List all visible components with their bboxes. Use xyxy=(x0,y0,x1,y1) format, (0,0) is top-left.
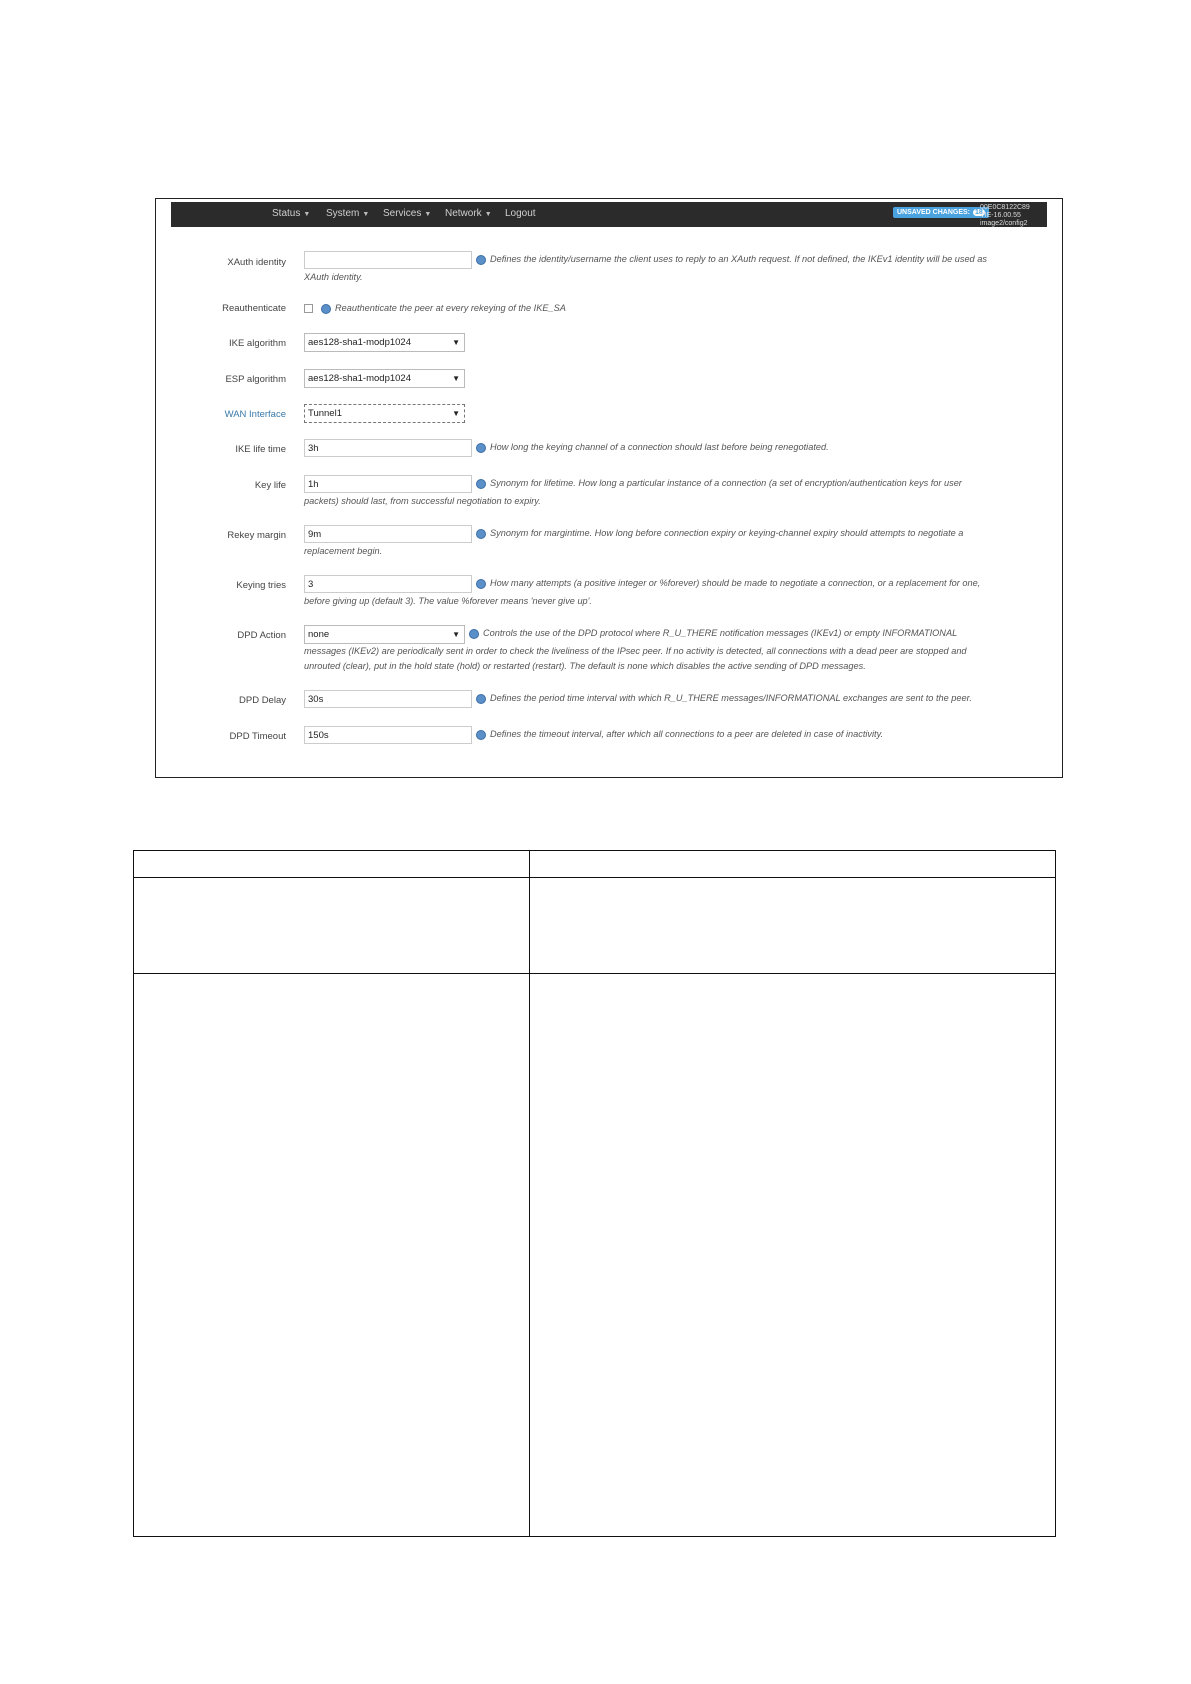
device-info xyxy=(980,204,1030,228)
config-name: image2/config2 xyxy=(980,220,1028,227)
keying-tries-label: Keying tries xyxy=(236,580,286,591)
key-life-help: Synonym for lifetime. How long a particular instance of a connection (a set of encryption/authentication keys for user xyxy=(476,474,1056,492)
firmware-version: VIE-16.00.55 xyxy=(980,212,1021,219)
xauth-identity-help-cont: XAuth identity. xyxy=(304,272,363,282)
table-header-divider xyxy=(134,877,1055,878)
xauth-identity-label: XAuth identity xyxy=(227,257,286,268)
top-navbar xyxy=(171,202,1047,227)
nav-services[interactable]: Services ▼ xyxy=(383,208,432,219)
dropdown-arrow-icon: ▼ xyxy=(452,338,460,347)
info-icon xyxy=(476,730,486,740)
dropdown-arrow-icon: ▼ xyxy=(452,374,460,383)
table-column-divider xyxy=(529,851,530,1536)
ike-life-time-label: IKE life time xyxy=(235,444,286,455)
key-life-help-cont: packets) should last, from successful negotiation to expiry. xyxy=(304,496,541,506)
nav-system[interactable]: System ▼ xyxy=(326,208,370,219)
caret-down-icon: ▼ xyxy=(303,211,311,218)
unsaved-changes-badge[interactable]: UNSAVED CHANGES: 18 xyxy=(893,207,989,218)
unsaved-count: 18 xyxy=(975,209,983,216)
keying-tries-help: How many attempts (a positive integer or %forever) should be made to negotiate a connection, or a replacement for one, xyxy=(476,574,1056,592)
caret-down-icon: ▼ xyxy=(484,211,492,218)
dpd-action-select[interactable]: none ▼ xyxy=(304,625,465,644)
esp-algorithm-select[interactable]: aes128-sha1-modp1024 ▼ xyxy=(304,369,465,388)
caret-down-icon: ▼ xyxy=(424,211,432,218)
info-icon xyxy=(476,694,486,704)
rekey-margin-label: Rekey margin xyxy=(227,530,286,541)
xauth-identity-input[interactable] xyxy=(304,251,472,269)
nav-network[interactable]: Network ▼ xyxy=(445,208,492,219)
nav-logout[interactable]: Logout xyxy=(505,208,536,219)
ike-algorithm-label: IKE algorithm xyxy=(228,338,286,349)
dropdown-arrow-icon: ▼ xyxy=(452,409,460,418)
dpd-action-help-cont2: unrouted (clear), put in the hold state (hold) or restarted (restart). The default is none which disables the active sending of DPD messages. xyxy=(304,661,866,671)
dropdown-arrow-icon: ▼ xyxy=(452,630,460,639)
keying-tries-help-cont: before giving up (default 3). The value %forever means 'never give up'. xyxy=(304,596,592,606)
dpd-action-help: Controls the use of the DPD protocol where R_U_THERE notification messages (IKEv1) or empty INFORMATIONAL xyxy=(469,624,1054,642)
table-row-divider xyxy=(134,973,1055,974)
rekey-margin-input[interactable] xyxy=(304,525,472,543)
xauth-identity-help: Defines the identity/username the client uses to reply to an XAuth request. If not defined, the IKEv1 identity will be used as xyxy=(476,250,1056,268)
info-icon xyxy=(476,255,486,265)
dpd-delay-input[interactable] xyxy=(304,690,472,708)
info-icon xyxy=(476,479,486,489)
wan-interface-label[interactable]: WAN Interface xyxy=(224,409,286,420)
dpd-action-label: DPD Action xyxy=(237,630,286,641)
dpd-timeout-label: DPD Timeout xyxy=(229,731,286,742)
rekey-margin-help: Synonym for margintime. How long before connection expiry or keying-channel expiry should attempts to negotiate a xyxy=(476,524,1056,542)
info-icon xyxy=(469,629,479,639)
ike-life-time-help: How long the keying channel of a connection should last before being renegotiated. xyxy=(476,438,1056,456)
keying-tries-input[interactable] xyxy=(304,575,472,593)
caret-down-icon: ▼ xyxy=(362,211,370,218)
info-icon xyxy=(476,579,486,589)
nav-status[interactable]: Status ▼ xyxy=(272,208,311,219)
dpd-delay-label: DPD Delay xyxy=(239,695,286,706)
ike-life-time-input[interactable] xyxy=(304,439,472,457)
dpd-timeout-help: Defines the timeout interval, after which all connections to a peer are deleted in case of inactivity. xyxy=(476,725,1056,743)
description-table xyxy=(133,850,1056,1537)
reauthenticate-label: Reauthenticate xyxy=(222,303,286,314)
key-life-label: Key life xyxy=(254,480,286,491)
rekey-margin-help-cont: replacement begin. xyxy=(304,546,383,556)
device-id: 00E0C8122C89 xyxy=(980,204,1030,211)
dpd-action-help-cont: messages (IKEv2) are periodically sent in order to check the liveliness of the IPsec peer. If no activity is detected, all connections with a dead peer are stopped and xyxy=(304,646,967,656)
dpd-timeout-input[interactable] xyxy=(304,726,472,744)
info-icon xyxy=(476,529,486,539)
dpd-delay-help: Defines the period time interval with which R_U_THERE messages/INFORMATIONAL exchanges are sent to the peer. xyxy=(476,689,1056,707)
info-icon xyxy=(476,443,486,453)
reauthenticate-checkbox[interactable] xyxy=(304,304,313,313)
screenshot-frame xyxy=(155,198,1063,778)
esp-algorithm-label: ESP algorithm xyxy=(225,374,286,385)
key-life-input[interactable] xyxy=(304,475,472,493)
wan-interface-select[interactable]: Tunnel1 ▼ xyxy=(304,404,465,423)
ike-algorithm-select[interactable]: aes128-sha1-modp1024 ▼ xyxy=(304,333,465,352)
reauthenticate-help: Reauthenticate the peer at every rekeying of the IKE_SA xyxy=(321,299,821,317)
info-icon xyxy=(321,304,331,314)
